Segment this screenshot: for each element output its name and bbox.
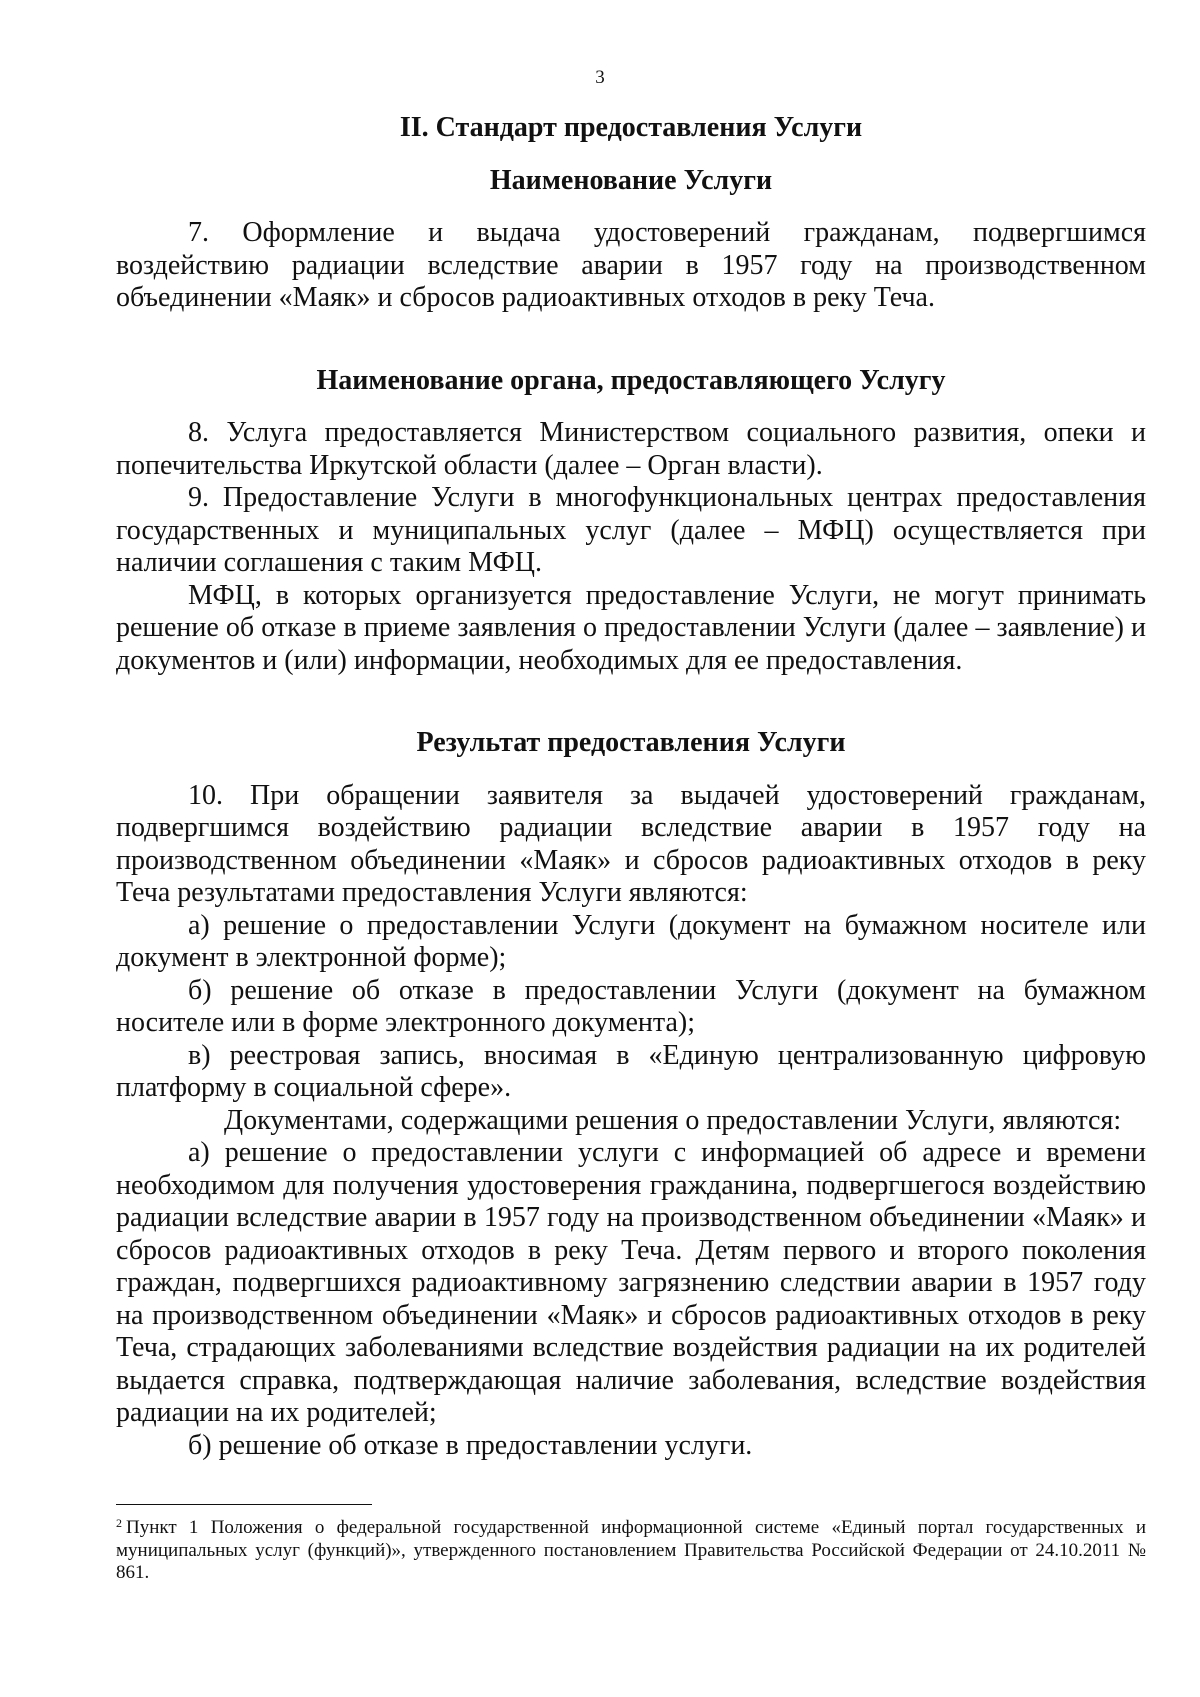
page-number: 3 [595,67,605,88]
document-body [116,112,1146,1462]
footnote [116,1512,1146,1585]
result-item-a: а) решение о предоставлении Услуги (документ на бумажном носителе или документ в электронной форме); [116,909,1146,973]
result-item-b: б) решение об отказе в предоставлении Услуги (документ на бумажном носителе или в форме электронного документа); [116,974,1146,1038]
paragraph-mfc: МФЦ, в которых организуется предоставление Услуги, не могут принимать решение об отказе в приеме заявления о предоставлении Услуги (далее – заявление) и документов и (или) информации, необходимых для ее предоставления. [116,579,1146,676]
footnote-marker: 2 [116,1516,122,1530]
result-item-v: в) реестровая запись, вносимая в «Единую централизованную цифровую платформу в социальной сфере». [116,1039,1146,1103]
heading-authority: Наименование органа, предоставляющего Услугу [316,364,946,396]
heading-result: Результат предоставления Услуги [416,727,846,758]
documents-intro: Документами, содержащими решения о предоставлении Услуги, являются: [224,1104,1122,1136]
document-item-b: б) решение об отказе в предоставлении услуги. [188,1429,753,1461]
footnote-text: Пункт 1 Положения о федеральной государственной информационной системе «Единый портал государственных и муниципальных услуг (функций)», утвержденного постановлением Правительства Российской Федерации от 24.10.2011 № 861. [116,1517,1146,1583]
document-item-a: а) решение о предоставлении услуги с информацией об адресе и времени необходимом для получения удостоверения гражданина, подвергшегося воздействию радиации вследствие аварии в 1957 году на производственном объединении «Маяк» и сбросов радиоактивных отходов в реку Теча. Детям первого и второго поколения граждан, подвергшихся радиоактивному загрязнению следствии аварии в 1957 году на производственном объединении «Маяк» и сбросов радиоактивных отходов в реку Теча, страдающих заболеваниями вследствие воздействия радиации на их родителей выдается справка, подтверждающая наличие заболевания, вследствие воздействия радиации на их родителей; [116,1137,1146,1428]
heading-service-name: Наименование Услуги [489,164,773,196]
section-title: II. Стандарт предоставления Услуги [399,112,863,143]
footnote-divider [116,1504,372,1505]
paragraph-7: 7. Оформление и выдача удостоверений гражданам, подвергшимся воздействию радиации вследствие аварии в 1957 году на производственном объединении «Маяк» и сбросов радиоактивных отходов в реку Теча. [116,217,1146,313]
paragraph-10: 10. При обращении заявителя за выдачей удостоверений гражданам, подвергшимся воздействию радиации вследствие аварии в 1957 году на производственном объединении «Маяк» и сбросов радиоактивных отходов в реку Теча результатами предоставления Услуги являются: [116,779,1146,908]
paragraph-9: 9. Предоставление Услуги в многофункциональных центрах предоставления государственных и муниципальных услуг (далее – МФЦ) осуществляется при наличии соглашения с таким МФЦ. [116,482,1146,578]
paragraph-8: 8. Услуга предоставляется Министерством социального развития, опеки и попечительства Иркутской области (далее – Орган власти). [116,417,1146,481]
